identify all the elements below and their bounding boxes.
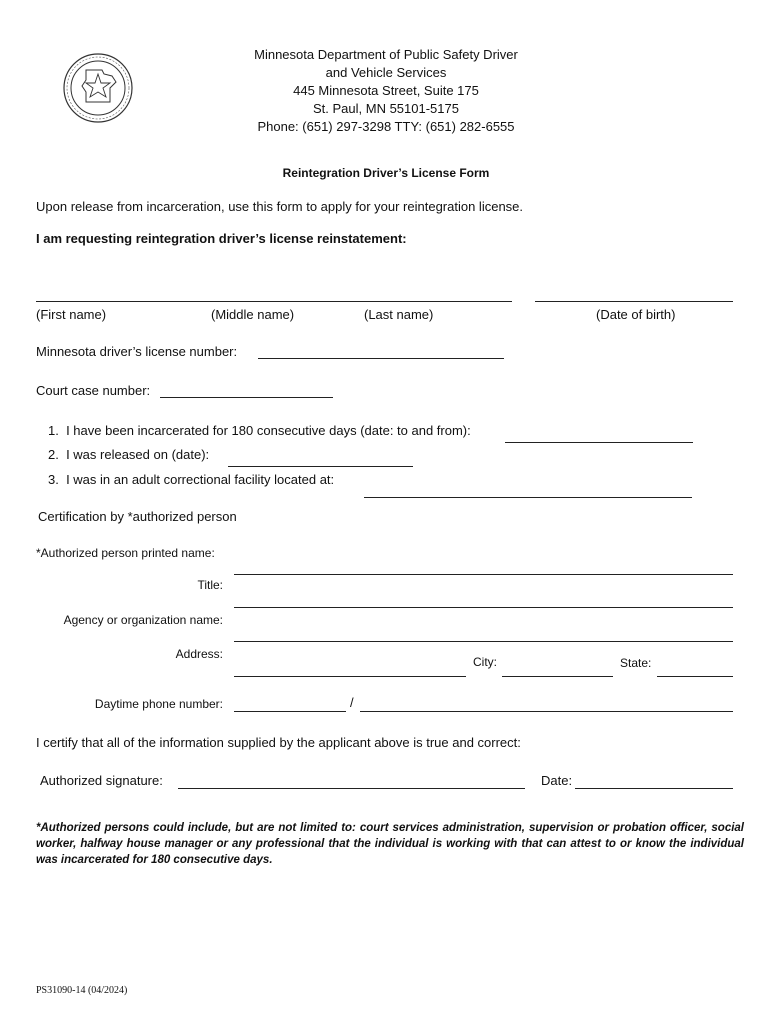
agency-label: Agency or organization name:: [63, 613, 223, 627]
court-case-label: Court case number:: [36, 383, 151, 398]
street-address: 445 Minnesota Street, Suite 175: [293, 83, 479, 98]
certification-heading: Certification by *authorized person: [38, 509, 237, 524]
date-label: Date:: [541, 773, 573, 788]
incarceration-dates-field[interactable]: [505, 442, 693, 443]
first-name-label: (First name): [36, 307, 107, 322]
date-of-birth-label: (Date of birth): [596, 307, 676, 322]
last-name-label: (Last name): [364, 307, 434, 322]
agency-field[interactable]: [234, 641, 733, 642]
item-correctional-facility: 3. I was in an adult correctional facility located at:: [48, 472, 335, 487]
address-field[interactable]: [234, 676, 466, 677]
certify-statement: I certify that all of the information supplied by the applicant above is true and correct:: [36, 735, 521, 750]
release-date-field[interactable]: [228, 466, 413, 467]
item-incarcerated-180-days: 1. I have been incarcerated for 180 consecutive days (date: to and from):: [48, 423, 471, 438]
date-of-birth-field[interactable]: [535, 301, 733, 302]
agency-name-line2: and Vehicle Services: [325, 65, 447, 80]
city-label: City:: [473, 655, 497, 669]
agency-name-line1: Minnesota Department of Public Safety Driver: [254, 47, 518, 62]
form-title: Reintegration Driver’s License Form: [282, 166, 490, 180]
license-number-field[interactable]: [258, 358, 504, 359]
city-field[interactable]: [502, 676, 613, 677]
phone-separator: /: [350, 695, 354, 710]
signature-date-field[interactable]: [575, 788, 733, 789]
footnote: *Authorized persons could include, but are not limited to: court services administration, supervision or probation officer, social worker, halfway house manager or any professional that the individual is working with that can attest to or know the individual was incarcerated for 180 consecutive days.: [36, 822, 744, 866]
address-label: Address:: [175, 647, 223, 661]
license-number-label: Minnesota driver’s license number:: [36, 344, 238, 359]
request-heading: I am requesting reintegration driver’s license reinstatement:: [36, 231, 407, 246]
phone-number-field[interactable]: [360, 711, 733, 712]
full-name-field[interactable]: [36, 301, 512, 302]
signature-field[interactable]: [178, 788, 525, 789]
middle-name-label: (Middle name): [211, 307, 295, 322]
title-label: Title:: [197, 578, 223, 592]
phone-area-code-field[interactable]: [234, 711, 346, 712]
item-released-on: 2. I was released on (date):: [48, 447, 210, 462]
intro-text: Upon release from incarceration, use this form to apply for your reintegration license.: [36, 199, 524, 214]
phone-label: Daytime phone number:: [94, 697, 223, 711]
phone-line: Phone: (651) 297-3298 TTY: (651) 282-6555: [257, 119, 515, 134]
city-state-zip: St. Paul, MN 55101-5175: [313, 101, 459, 116]
state-seal-logo: [62, 52, 134, 124]
agency-address-block: [200, 46, 572, 136]
form-code: PS31090-14 (04/2024): [36, 985, 128, 996]
state-field[interactable]: [657, 676, 733, 677]
title-field[interactable]: [234, 607, 733, 608]
authorized-name-field[interactable]: [234, 574, 733, 575]
court-case-field[interactable]: [160, 397, 333, 398]
state-label: State:: [620, 656, 652, 670]
authorized-name-label: *Authorized person printed name:: [36, 546, 215, 560]
signature-label: Authorized signature:: [40, 773, 163, 788]
facility-location-field[interactable]: [364, 497, 692, 498]
